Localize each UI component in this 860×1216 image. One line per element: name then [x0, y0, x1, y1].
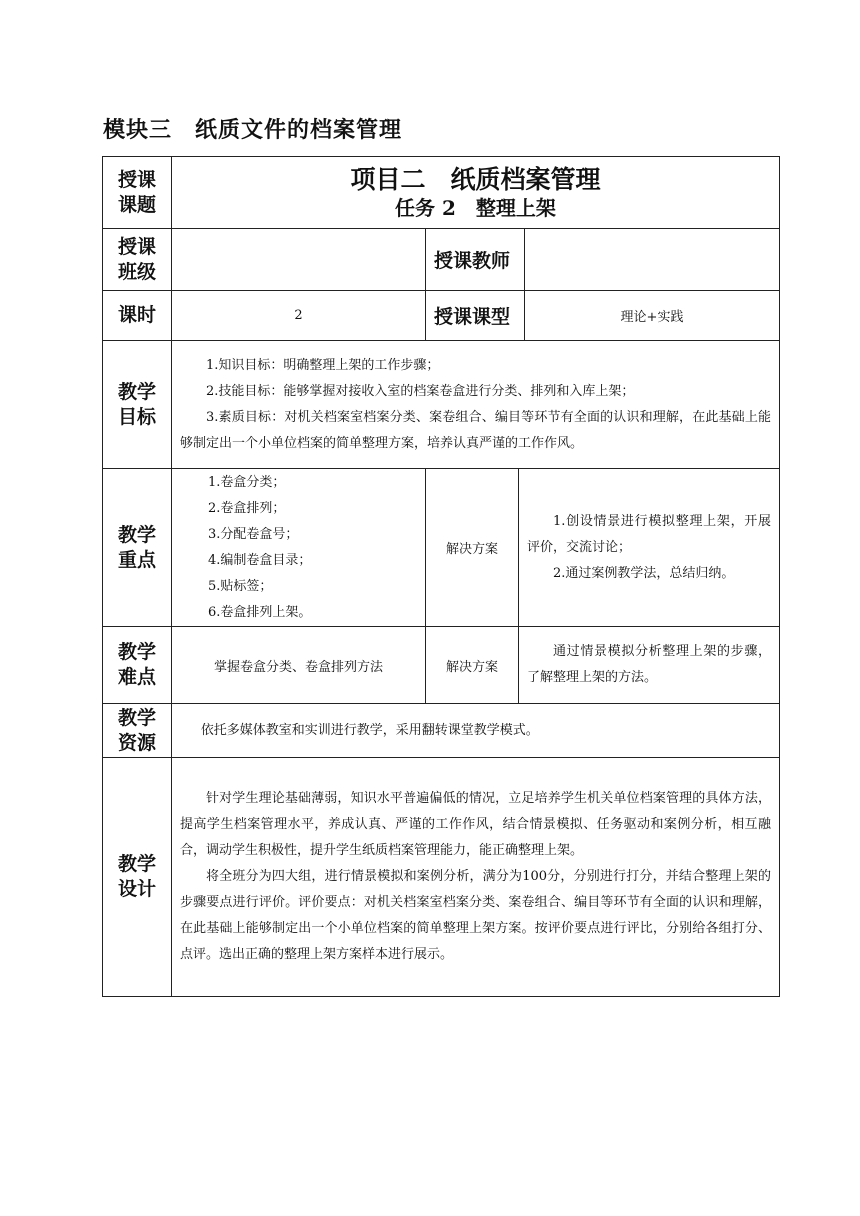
resources-content: 依托多媒体教室和实训进行教学，采用翻转课堂教学模式。 [200, 722, 539, 738]
hours-value: 2 [172, 291, 426, 341]
key-points-label: 教学重点 [117, 523, 156, 571]
design-cell [172, 758, 780, 997]
topic-label: 授课课题 [117, 168, 156, 216]
resources-cell [172, 704, 780, 758]
objective-item: 2.技能目标：能够掌握对接收入室的档案卷盒进行分类、排列和入库上架； [206, 383, 635, 399]
key-point-item: 2.卷盒排列； [208, 500, 286, 516]
class-label: 授课班级 [117, 235, 156, 283]
hours-row [103, 291, 780, 341]
difficulties-solution-label: 解决方案 [426, 627, 519, 704]
resources-row [103, 704, 780, 758]
teacher-value-cell [525, 229, 780, 291]
topic-value-cell [172, 157, 780, 229]
key-point-item: 1.卷盒分类； [208, 474, 286, 490]
key-points-solution-label: 解决方案 [426, 469, 519, 627]
key-points-list [172, 469, 426, 627]
difficulties-label-cell [103, 627, 172, 704]
teacher-label: 授课教师 [426, 229, 525, 291]
class-value-cell [172, 229, 426, 291]
difficulties-label: 教学难点 [117, 641, 156, 688]
difficulties-solution: 通过情景模拟分析整理上架的步骤，了解整理上架的方法。 [527, 644, 771, 685]
objectives-row [103, 341, 780, 469]
resources-label: 教学资源 [117, 706, 156, 754]
class-label-cell [103, 229, 172, 291]
difficulties-content: 掌握卷盒分类、卷盒排列方法 [172, 627, 426, 704]
objective-item: 3.素质目标：对机关档案室档案分类、案卷组合、编目等环节有全面的认识和理解，在此基础上能够制定出一个小单位档案的简单整理方案，培养认真严谨的工作作风。 [180, 409, 771, 451]
topic-row [103, 157, 780, 229]
solution-item: 1.创设情景进行模拟整理上架，开展评价，交流讨论； [527, 513, 771, 555]
course-type-value: 理论+实践 [525, 291, 780, 341]
project-title: 项目二 纸质档案管理 [350, 164, 601, 194]
resources-label-cell [103, 704, 172, 758]
key-points-label-cell [103, 469, 172, 627]
design-paragraph: 针对学生理论基础薄弱，知识水平普遍偏低的情况，立足培养学生机关单位档案管理的具体方法，提高学生档案管理水平，养成认真、严谨的工作作风，结合情景模拟、任务驱动和案例分析，相互融合，调动学生积极性，提升学生纸质档案管理能力，能正确整理上架。 [180, 791, 771, 858]
key-points-row [103, 469, 780, 627]
design-label-cell [103, 758, 172, 997]
objectives-label: 教学目标 [117, 380, 156, 428]
key-point-item: 5.贴标签； [208, 578, 273, 594]
topic-label-cell [103, 157, 172, 229]
key-point-item: 4.编制卷盒目录； [208, 552, 312, 568]
objectives-cell [172, 341, 780, 469]
module-title: 模块三 纸质文件的档案管理 [103, 117, 403, 143]
lesson-plan-table [102, 156, 780, 997]
solution-item: 2.通过案例教学法，总结归纳。 [553, 565, 735, 581]
design-label: 教学设计 [117, 853, 156, 900]
difficulties-solution-cell [519, 627, 780, 704]
difficulties-row [103, 627, 780, 704]
course-type-label: 授课课型 [426, 291, 525, 341]
design-row [103, 758, 780, 997]
objectives-label-cell [103, 341, 172, 469]
task-title: 任务 2 整理上架 [395, 195, 556, 220]
key-point-item: 6.卷盒排列上架。 [208, 604, 312, 620]
key-point-item: 3.分配卷盒号； [208, 526, 299, 542]
objective-item: 1.知识目标：明确整理上架的工作步骤； [206, 357, 440, 373]
design-paragraph: 将全班分为四大组，进行情景模拟和案例分析，满分为100分，分别进行打分，并结合整理上架的步骤要点进行评价。评价要点：对机关档案室档案分类、案卷组合、编目等环节有全面的认识和理解，在此基础上能够制定出一个小单位档案的简单整理上架方案。按评价要点进行评比，分别给各组打分、点评。选出正确的整理上架方案样本进行展示。 [180, 869, 771, 962]
class-row [103, 229, 780, 291]
hours-label: 课时 [103, 291, 172, 341]
key-points-solutions-cell [519, 469, 780, 627]
